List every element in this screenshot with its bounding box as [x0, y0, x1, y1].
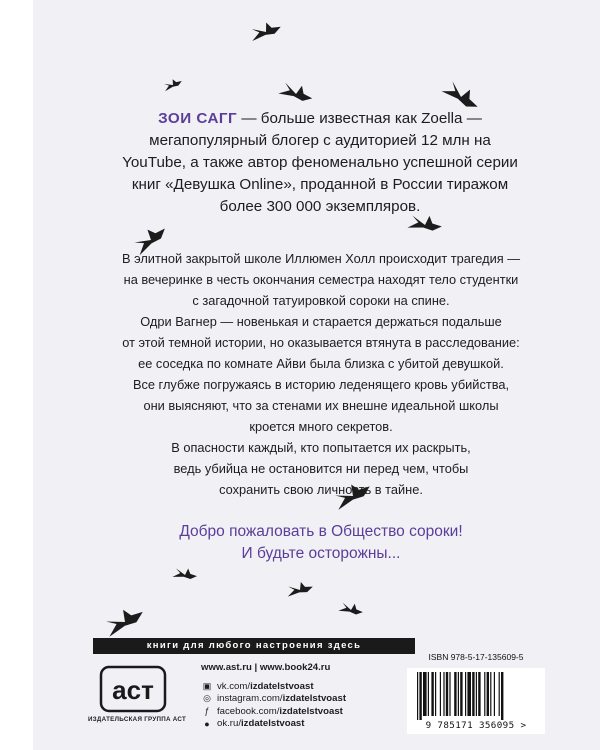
ast-logo-icon — [98, 664, 168, 714]
link-prefix: ok.ru/ — [217, 718, 241, 730]
welcome-message — [83, 521, 559, 565]
barcode-bar — [440, 672, 441, 716]
publisher-name: ИЗДАТЕЛЬСКАЯ ГРУППА АСТ — [88, 716, 187, 723]
tagline-banner: книги для любого настроения здесь — [93, 638, 415, 654]
barcode-bar — [484, 672, 485, 716]
social-link-odnoklassniki[interactable] — [201, 718, 441, 731]
instagram-icon: ◎ — [203, 693, 211, 704]
barcode-bar — [449, 672, 450, 716]
social-links-list — [201, 680, 441, 730]
barcode-bar — [472, 672, 474, 716]
barcode-bar — [454, 672, 456, 716]
link-handle: izdatelstvoast — [279, 705, 343, 717]
link-handle: izdatelstvoast — [241, 718, 305, 730]
barcode — [407, 668, 545, 734]
author-name: ЗОИ САГГ — [158, 110, 238, 127]
description-line: ведь убийца не остановится ни перед чем, чтобы — [173, 461, 469, 476]
bird-icon — [162, 76, 183, 91]
odnoklassniki-icon: ● — [204, 718, 210, 729]
intro-line: книг «Девушка Online», проданной в России тиражом — [131, 176, 509, 193]
description-line: сохранить свою личность в тайне. — [219, 482, 423, 497]
intro-line: — больше известная как Zoella — — [237, 110, 482, 127]
intro-line: мегапопулярный блогер с аудиторией 12 млн на — [149, 132, 491, 149]
barcode-bar — [478, 672, 480, 716]
bird-icon — [249, 19, 283, 41]
welcome-line: И будьте осторожны... — [241, 545, 401, 562]
link-handle: izdatelstvoast — [282, 693, 347, 705]
social-link-facebook[interactable] — [201, 705, 441, 718]
link-prefix: instagram.com/ — [217, 693, 283, 705]
bird-icon — [278, 79, 315, 105]
intro-line: YouTube, а также автор феноменально успешной серии — [122, 154, 518, 171]
barcode-bar — [417, 672, 418, 720]
description-line: Одри Вагнер — новенькая и старается держаться подальше — [140, 314, 502, 329]
barcode-bar — [435, 672, 436, 716]
barcode-bar — [467, 672, 471, 716]
description-line: ее соседка по комнате Айви была близка с убитой девушкой. — [138, 356, 504, 371]
description-line: от этой темной истории, но оказывается втянута в расследование: — [122, 335, 520, 350]
facebook-icon: ƒ — [204, 706, 210, 717]
vk-icon: ▣ — [202, 680, 212, 691]
publisher-links — [201, 662, 441, 730]
barcode-bar — [490, 672, 491, 716]
barcode-bar — [458, 672, 459, 716]
intro-line: более 300 000 экземпляров. — [219, 198, 421, 215]
link-prefix: vk.com/ — [217, 680, 251, 692]
description-line: на вечеринке в честь окончания семестра находят тело студентки — [123, 272, 519, 287]
barcode-bar — [499, 672, 500, 716]
website-links[interactable]: www.ast.ru | www.book24.ru — [201, 662, 331, 673]
description-line: они выясняют, что за стенами их внешне идеальной школы — [143, 398, 499, 413]
welcome-line: Добро пожаловать в Общество сороки! — [179, 523, 463, 540]
barcode-bars — [415, 672, 537, 722]
author-intro — [75, 108, 565, 218]
bird-icon — [101, 603, 146, 637]
barcode-bar — [494, 672, 495, 716]
barcode-bar — [476, 672, 477, 716]
link-handle: izdatelstvoast — [250, 680, 314, 692]
barcode-addon: > — [520, 720, 527, 731]
social-link-vk[interactable] — [201, 680, 441, 693]
social-link-instagram[interactable] — [201, 693, 441, 706]
barcode-bar — [423, 672, 427, 716]
barcode-bar — [419, 672, 421, 720]
bird-icon — [338, 600, 364, 617]
barcode-bar — [446, 672, 448, 716]
description-line: с загадочной татуировкой сороки на спине. — [192, 293, 450, 308]
barcode-number: 9 785171 356095 — [425, 720, 515, 731]
barcode-bar — [465, 672, 466, 716]
description-line: кроется много секретов. — [249, 419, 393, 434]
barcode-bar — [431, 672, 433, 716]
back-cover — [33, 0, 600, 750]
barcode-bar — [443, 672, 444, 716]
barcode-bar — [460, 672, 462, 716]
bird-icon — [172, 566, 198, 581]
barcode-digits — [407, 720, 545, 731]
link-prefix: facebook.com/ — [217, 705, 280, 717]
description-line: В опасности каждый, кто попытается их раскрыть, — [171, 440, 471, 455]
description-line: В элитной закрытой школе Иллюмен Холл происходит трагедия — — [121, 251, 520, 266]
barcode-bar — [501, 672, 503, 720]
bird-icon — [286, 580, 314, 597]
barcode-bar — [428, 672, 429, 716]
barcode-bar — [487, 672, 489, 716]
isbn-number: ISBN 978-5-17-135609-5 — [428, 652, 524, 662]
description-line: Все глубже погружаясь в историю леденящего кровь убийства, — [132, 377, 510, 392]
publisher-logo — [88, 664, 187, 723]
logo-text: аст — [112, 675, 154, 705]
book-description — [80, 248, 562, 500]
